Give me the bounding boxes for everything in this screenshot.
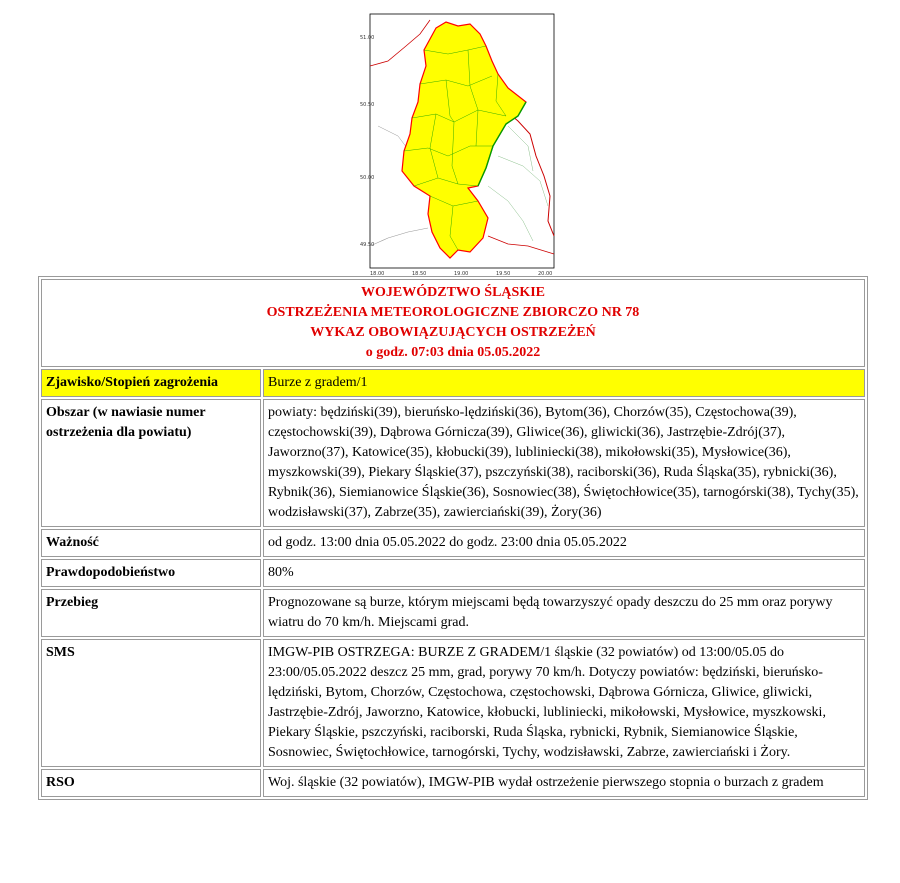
label-zjawisko: Zjawisko/Stopień zagrożenia (41, 369, 261, 397)
lat-label: 49.50 (360, 242, 375, 248)
label-sms: SMS (41, 639, 261, 767)
row-sms (41, 639, 865, 767)
warning-map (358, 6, 558, 276)
value-zjawisko: Burze z gradem/1 (263, 369, 865, 397)
lon-label: 20.00 (538, 271, 553, 276)
row-zjawisko (41, 369, 865, 397)
value-przebieg: Prognozowane są burze, którym miejscami będą towarzyszyć opady deszczu do 25 mm oraz porywy wiatru do 70 km/h. Miejscami grad. (263, 589, 865, 637)
warnings-table (38, 276, 868, 800)
label-przebieg: Przebieg (41, 589, 261, 637)
row-rso (41, 769, 865, 797)
row-przebieg (41, 589, 865, 637)
region-map-svg (358, 6, 558, 276)
lon-label: 18.00 (370, 271, 385, 276)
lat-label: 51.00 (360, 35, 375, 41)
value-sms: IMGW-PIB OSTRZEGA: BURZE Z GRADEM/1 śląskie (32 powiatów) od 13:00/05.05 do 23:00/05.05.2022 deszcz 25 mm, grad, porywy 70 km/h. Dotyczy powiatów: będziński, bieruńsko-lędziński, Bytom, Chorzów, Częstochowa, częstochowski, Dąbrowa Górnicza, Gliwice, gliwicki, Jastrzębie-Zdrój, Jaworzno, Katowice, kłobucki, lubliniecki, mikołowski, Mysłowice, myszkowski, Piekary Śląskie, pszczyński, raciborski, Ruda Śląska, rybnicki, Rybnik, Siemianowice Śląskie, Sosnowiec, Świętochłowice, tarnogórski, Tychy, wodzisławski, Zabrze, zawierciański i Żory. (263, 639, 865, 767)
header-row (41, 279, 865, 367)
label-rso: RSO (41, 769, 261, 797)
label-prawdopodobienstwo: Prawdopodobieństwo (41, 559, 261, 587)
value-rso: Woj. śląskie (32 powiatów), IMGW-PIB wydał ostrzeżenie pierwszego stopnia o burzach z gradem (263, 769, 865, 797)
lon-label: 19.00 (454, 271, 469, 276)
warning-header (41, 279, 865, 367)
header-subtitle: WYKAZ OBOWIĄZUJĄCYCH OSTRZEŻEŃ (310, 325, 596, 340)
row-prawdopodobienstwo (41, 559, 865, 587)
lat-label: 50.50 (360, 102, 375, 108)
lat-label: 50.00 (360, 175, 375, 181)
value-waznosc: od godz. 13:00 dnia 05.05.2022 do godz. 23:00 dnia 05.05.2022 (263, 529, 865, 557)
row-waznosc (41, 529, 865, 557)
value-prawdopodobienstwo: 80% (263, 559, 865, 587)
label-obszar: Obszar (w nawiasie numer ostrzeżenia dla powiatu) (41, 399, 261, 527)
header-voivodeship: WOJEWÓDZTWO ŚLĄSKIE (361, 285, 545, 300)
label-waznosc: Ważność (41, 529, 261, 557)
lon-label: 19.50 (496, 271, 511, 276)
header-timestamp: o godz. 07:03 dnia 05.05.2022 (365, 345, 541, 360)
row-obszar (41, 399, 865, 527)
value-obszar: powiaty: będziński(39), bieruńsko-lędziński(36), Bytom(36), Chorzów(35), Częstochowa(39), częstochowski(39), Dąbrowa Górnicza(39), Gliwice(36), gliwicki(36), Jastrzębie-Zdrój(37), Jaworzno(37), Katowice(35), kłobucki(39), lubliniecki(38), mikołowski(35), Mysłowice(36), myszkowski(39), Piekary Śląskie(37), pszczyński(38), raciborski(36), Ruda Śląska(35), rybnicki(36), Rybnik(36), Siemianowice Śląskie(36), Sosnowiec(38), Świętochłowice(35), tarnogórski(38), Tychy(35), wodzisławski(37), Zabrze(35), zawierciański(39), Żory(36) (263, 399, 865, 527)
header-title: OSTRZEŻENIA METEOROLOGICZNE ZBIORCZO NR 78 (266, 305, 640, 320)
lon-label: 18.50 (412, 271, 427, 276)
